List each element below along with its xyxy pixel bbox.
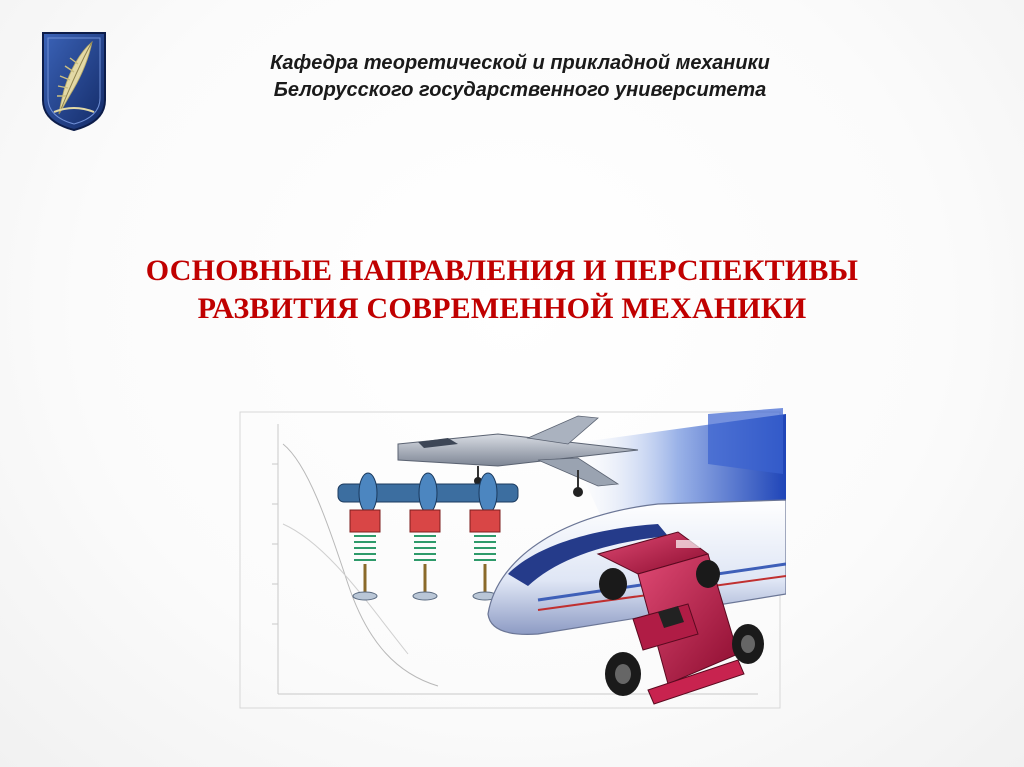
department-header xyxy=(150,50,890,104)
mechanics-collage-illustration xyxy=(238,404,786,716)
title-line-1: ОСНОВНЫЕ НАПРАВЛЕНИЯ И ПЕРСПЕКТИВЫ xyxy=(145,254,859,287)
department-line-2: Белорусского государственного университета xyxy=(273,79,767,101)
department-line-1: Кафедра теоретической и прикладной механики xyxy=(270,52,770,74)
university-emblem-icon xyxy=(40,30,108,132)
title-line-2: РАЗВИТИЯ СОВРЕМЕННОЙ МЕХАНИКИ xyxy=(197,292,807,325)
camshaft-assembly-icon xyxy=(338,473,518,600)
slide-title xyxy=(40,252,964,328)
